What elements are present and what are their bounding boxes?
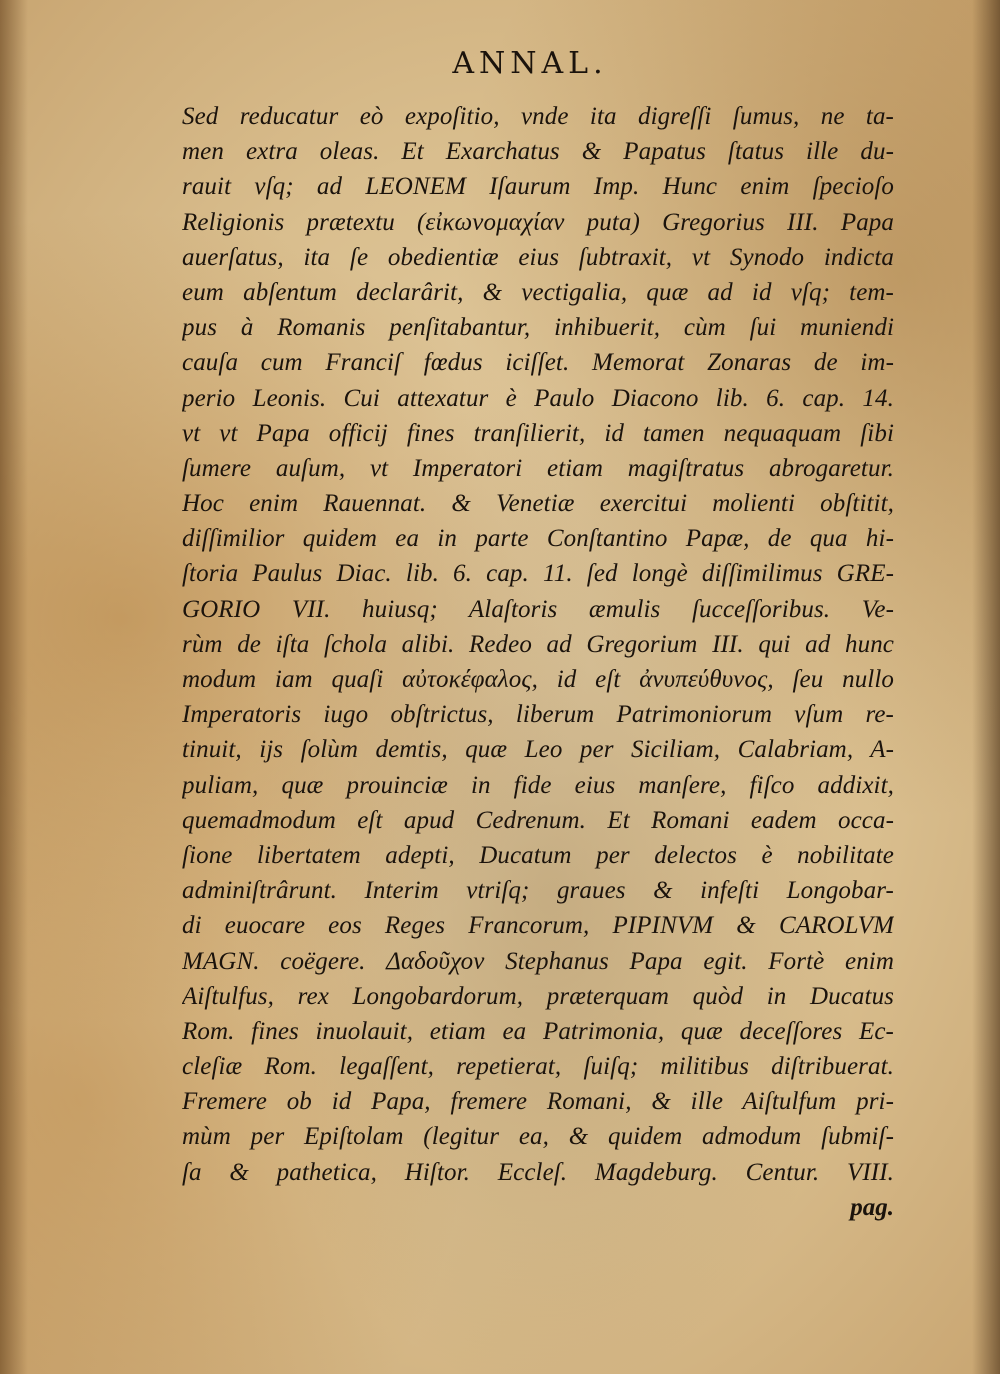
text-line: tinuit, ijs ſolùm demtis, quæ Leo per Siciliam, Calabriam, A-: [182, 736, 894, 764]
text-line: Fremere ob id Papa, fremere Romani, & ille Aiſtulfum pri-: [182, 1088, 894, 1116]
catchword: pag.: [850, 1193, 894, 1221]
text-line: cleſiæ Rom. legaſſent, repetierat, ſuiſq; militibus diſtribuerat.: [182, 1053, 894, 1081]
text-line: Rom. fines inuolauit, etiam ea Patrimonia, quæ deceſſores Ec-: [182, 1017, 894, 1045]
text-line: ſumere auſum, vt Imperatori etiam magiſtratus abrogaretur.: [182, 454, 894, 482]
text-line: GORIO VII. huiusq; Alaſtoris æmulis ſucceſſoribus. Ve-: [182, 595, 894, 623]
text-line: pus à Romanis penſitabantur, inhibuerit, cùm ſui muniendi: [182, 314, 894, 342]
right-page-shadow: [972, 0, 1000, 1374]
left-page-shadow: [0, 0, 28, 1374]
text-line: Aiſtulfus, rex Longobardorum, præterquam quòd in Ducatus: [182, 982, 894, 1010]
catchword-line: [182, 1190, 894, 1225]
text-line: Hoc enim Rauennat. & Venetiæ exercitui molienti obſtitit,: [182, 490, 894, 518]
text-line: auerſatus, ita ſe obedientiæ eius ſubtraxit, vt Synodo indicta: [182, 243, 894, 271]
text-line: adminiſtrârunt. Interim vtriſq; graues & infeſti Longobar-: [182, 877, 894, 905]
text-line: ſa & pathetica, Hiſtor. Eccleſ. Magdeburg. Centur. VIII.: [182, 1158, 894, 1186]
text-line: MAGN. coëgere. Δαδοῦχον Stephanus Papa egit. Fortè enim: [182, 947, 894, 975]
running-head: ANNAL.: [452, 46, 608, 81]
text-line: rauit vſq; ad LEONEM Iſaurum Imp. Hunc enim ſpecioſo: [182, 173, 894, 201]
page-header: [0, 46, 1000, 81]
text-line: puliam, quæ prouinciæ in fide eius manſere, fiſco addixit,: [182, 771, 894, 799]
text-line: di euocare eos Reges Francorum, PIPINVM & CAROLVM: [182, 912, 894, 940]
text-line: Sed reducatur eò expoſitio, vnde ita digreſſi ſumus, ne ta-: [182, 103, 894, 130]
text-line: ſione libertatem adepti, Ducatum per delectos è nobilitate: [182, 841, 894, 869]
text-line: quemadmodum eſt apud Cedrenum. Et Romani eadem occa-: [182, 806, 894, 834]
text-line: perio Leonis. Cui attexatur è Paulo Diacono lib. 6. cap. 14.: [182, 384, 894, 412]
text-line: Imperatoris iugo obſtrictus, liberum Patrimoniorum vſum re-: [182, 701, 894, 729]
text-line: Religionis prætextu (εἰκωνομαχίαν puta) Gregorius III. Papa: [182, 208, 894, 236]
body-text: [182, 99, 894, 1225]
text-line: rùm de iſta ſchola alibi. Redeo ad Gregorium III. qui ad hunc: [182, 630, 894, 658]
text-line: eum abſentum declarârit, & vectigalia, quæ ad id vſq; tem-: [182, 278, 894, 306]
text-line: mùm per Epiſtolam (legitur ea, & quidem admodum ſubmiſ-: [182, 1123, 894, 1151]
text-line: modum iam quaſi αὐτοκέφαλος, id eſt ἀνυπεύθυνος, ſeu nullo: [182, 666, 894, 693]
text-line: diſſimilior quidem ea in parte Conſtantino Papæ, de qua hi-: [182, 525, 894, 553]
text-line: ſtoria Paulus Diac. lib. 6. cap. 11. ſed longè diſſimilimus GRE-: [182, 560, 894, 588]
text-line: men extra oleas. Et Exarchatus & Papatus ſtatus ille du-: [182, 138, 894, 166]
text-line: vt vt Papa officij fines tranſilierit, id tamen nequaquam ſibi: [182, 419, 894, 447]
text-line: cauſa cum Franciſ fœdus iciſſet. Memorat Zonaras de im-: [182, 349, 894, 377]
